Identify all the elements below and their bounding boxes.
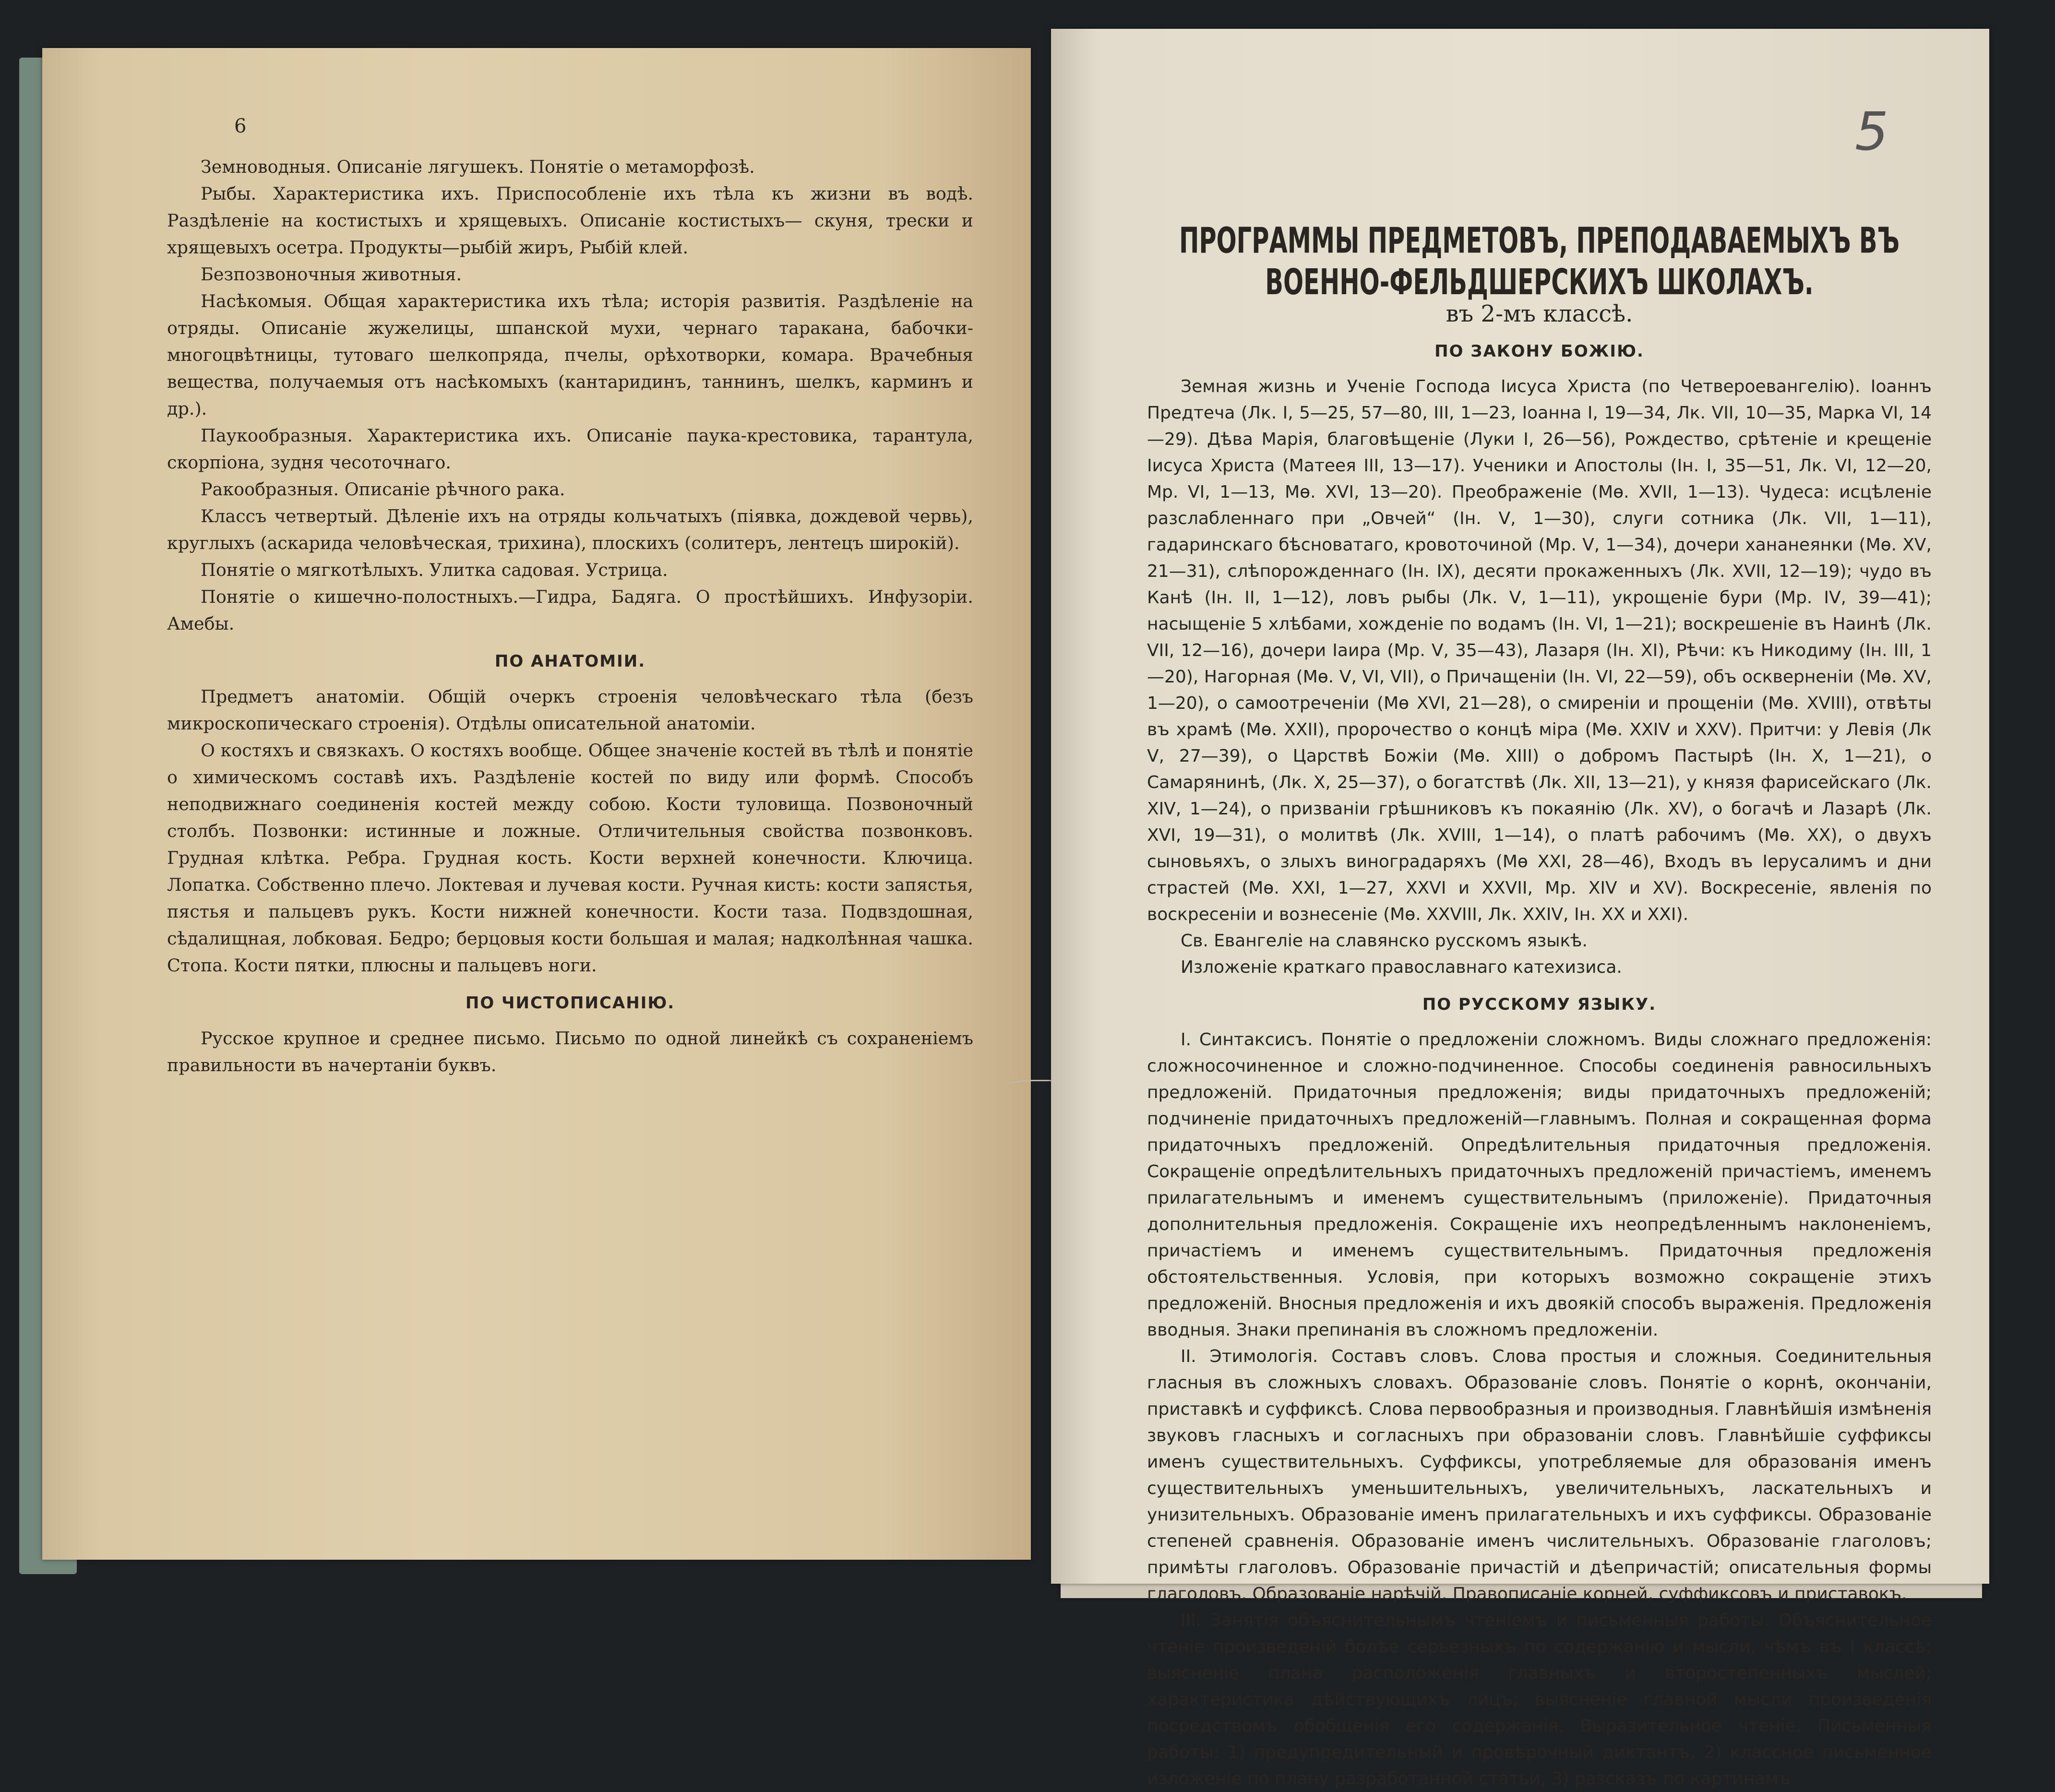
paragraph: Изложеніе краткаго православнаго катехизиса. xyxy=(1181,957,1622,977)
paragraph: Русское крупное и среднее письмо. Письмо по одной линейкѣ съ сохраненіемъ правильности въ начертаніи буквъ. xyxy=(167,1028,973,1075)
document-title: ПРОГРАММЫ ПРЕДМЕТОВЪ, ПРЕПОДАВАЕМЫХЪ ВЪ ВОЕННО-ФЕЛЬДШЕРСКИХЪ ШКОЛАХЪ. xyxy=(1179,219,1900,303)
right-page xyxy=(1051,29,1989,1789)
section-law-of-god xyxy=(1147,373,1932,980)
section-heading-calligraphy: ПО ЧИСТОПИСАНІЮ. xyxy=(465,993,675,1013)
page-number: 6 xyxy=(234,115,247,137)
paragraph: II. Этимологія. Составъ словъ. Слова простыя и сложныя. Соединительныя гласныя въ сложныхъ словахъ. Образованіе словъ. Понятіе о корнѣ, окончаніи, приставкѣ и суффиксѣ. Слова первообразныя и производныя. Главнѣйшія измѣненія звуковъ гласныхъ и согласныхъ при образованіи словъ. Главнѣйшіе суффиксы именъ существительныхъ. Суффиксы, употребляемые для образованія именъ существительныхъ уменьшительныхъ, увеличительныхъ, ласкательныхъ и унизительныхъ. Образованіе именъ прилагательныхъ и ихъ суффиксы. Образованіе степеней сравненія. Образованіе именъ числительныхъ. Образованіе глаголовъ; примѣты глаголовъ. Образованіе причастій и дѣепричастій; описательныя формы глаголовъ. Образованіе нарѣчій. Правописаніе корней, суффиксовъ и приставокъ. xyxy=(1147,1347,1932,1604)
section-russian xyxy=(1147,1027,1932,1792)
paragraph: О костяхъ и связкахъ. О костяхъ вообще. Общее значеніе костей въ тѣлѣ и понятіе о химическомъ составѣ ихъ. Раздѣленіе костей по виду или формѣ. Способъ неподвижнаго соединенія костей между собою. Кости туловища. Позвоночный столбъ. Позвонки: истинные и ложные. Отличительныя свойства позвонковъ. Грудная клѣтка. Ребра. Грудная кость. Кости верхней конечности. Ключица. Лопатка. Собственно плечо. Локтевая и лучевая кости. Ручная кисть: кости запястья, пястья и пальцевъ рукъ. Кости нижней конечности. Кости таза. Подвздошная, сѣдалищная, лобковая. Бедро; берцовыя кости большая и малая; надколѣнная чашка. Стопа. Кости пятки, плюсны и пальцевъ ноги. xyxy=(167,740,973,976)
class-subtitle: въ 2-мъ классѣ. xyxy=(1446,300,1633,327)
paragraph: III. Занятія объяснительнымъ чтеніемъ и письменныя работы. Объяснительное чтеніе произведеній болѣе серьезныхъ по содержанію и мысли, чѣмъ въ І классѣ: выясненіе плана расположенія главныхъ и второстепенныхъ мыслей; характеристика дѣйствующихъ лицъ; выясненіе главной мысли произведенія посредствомъ обобщенія его содержанія. Выразительное чтеніе. Письменныя работы: 1) предупредительный и провѣрочный диктантъ, 2) классное письменное изложеніе по плану разработанной статьи, 3) разсказъ по картинамъ xyxy=(1147,1611,1932,1789)
paragraph: Св. Евангеліе на славянско русскомъ языкѣ. xyxy=(1181,931,1588,951)
paragraph: Понятіе о кишечно-полостныхъ.—Гидра, Бадяга. О простѣйшихъ. Инфузоріи. Амебы. xyxy=(167,586,973,634)
paragraph: Понятіе о мягкотѣлыхъ. Улитка садовая. Устрица. xyxy=(201,560,668,580)
section-zoology xyxy=(167,154,973,637)
left-page xyxy=(42,48,1031,1560)
section-heading-anatomy: ПО АНАТОМІИ. xyxy=(494,652,646,671)
paragraph: Рыбы. Характеристика ихъ. Приспособленіе ихъ тѣла къ жизни въ водѣ. Раздѣленіе на костистыхъ и хрящевыхъ. Описаніе костистыхъ— скуня, трески и хрящевыхъ осетра. Продукты—рыбій жиръ, Рыбій клей. xyxy=(167,183,973,258)
paragraph: Безпозвоночныя животныя. xyxy=(201,264,462,285)
section-calligraphy xyxy=(167,1025,973,1079)
handwritten-page-number: 5 xyxy=(1855,101,1888,162)
paragraph: Ракообразныя. Описаніе рѣчного рака. xyxy=(201,479,565,500)
paragraph: Предметъ анатоміи. Общій очеркъ строенія человѣческаго тѣла (безъ микроскопическаго строенія). Отдѣлы описательной анатоміи. xyxy=(167,686,973,734)
paragraph: Насѣкомыя. Общая характеристика ихъ тѣла; исторія развитія. Раздѣленіе на отряды. Описаніе жужелицы, шпанской мухи, чернаго таракана, бабочки-многоцвѣтницы, тутоваго шелкопряда, пчелы, орѣхотворки, комара. Врачебныя вещества, получаемыя отъ насѣкомыхъ (кантаридинъ, таннинъ, шелкъ, карминъ и др.). xyxy=(167,291,973,419)
section-heading-law-of-god: ПО ЗАКОНУ БОЖІЮ. xyxy=(1434,342,1644,361)
paragraph: Земноводныя. Описаніе лягушекъ. Понятіе о метаморфозѣ. xyxy=(201,156,755,177)
section-heading-russian: ПО РУССКОМУ ЯЗЫКУ. xyxy=(1422,995,1657,1014)
paragraph: І. Синтаксисъ. Понятіе о предложеніи сложномъ. Виды сложнаго предложенія: сложносочиненное и сложно-подчиненное. Способы соединенія равносильныхъ предложеній. Придаточныя предложенія; виды придаточныхъ предложеній; подчиненіе придаточныхъ предложеній—главнымъ. Полная и сокращенная форма придаточныхъ предложеній. Опредѣлительныя придаточныя предложенія. Сокращеніе опредѣлительныхъ придаточныхъ предложеній причастіемъ, именемъ прилагательнымъ и именемъ существительнымъ (приложеніе). Придаточныя дополнительныя предложенія. Сокращеніе ихъ неопредѣленнымъ наклоненіемъ, причастіемъ и именемъ существительнымъ. Придаточныя предложенія обстоятельственныя. Условія, при которыхъ возможно сокращеніе этихъ предложеній. Вносныя предложенія и ихъ двоякій способъ выраженія. Предложенія вводныя. Знаки препинанія въ сложномъ предложеніи. xyxy=(1147,1030,1932,1340)
paragraph: Паукообразныя. Характеристика ихъ. Описаніе паука-крестовика, тарантула, скорпіона, зудня чесоточнаго. xyxy=(167,425,973,473)
paragraph: Классъ четвертый. Дѣленіе ихъ на отряды кольчатыхъ (піявка, дождевой червь), круглыхъ (аскарида человѣческая, трихина), плоскихъ (солитеръ, лентецъ широкій). xyxy=(167,506,973,553)
paragraph: Земная жизнь и Ученіе Господа Іисуса Христа (по Четвероевангелію). Іоаннъ Предтеча (Лк. І, 5—25, 57—80, III, 1—23, Іоанна І, 19—34, Лк. VII, 10—35, Марка VI, 14—29). Дѣва Марія, благовѣщеніе (Луки І, 26—56), Рождество, срѣтеніе и крещеніе Іисуса Христа (Матеея III, 13—17). Ученики и Апостолы (Ін. І, 35—51, Лк. VI, 12—20, Мр. VI, 1—13, Мѳ. XVI, 13—20). Преображеніе (Мѳ. XVII, 1—13). Чудеса: исцѣленіе разслабленнаго при „Овчей“ (Ін. V, 1—30), слуги сотника (Лк. VII, 1—11), гадаринскаго бѣсноватаго, кровоточиной (Мр. V, 1—34), дочери хананеянки (Мѳ. XV, 21—31), слѣпорожденнаго (Ін. IX), десяти прокаженныхъ (Лк. XVII, 12—19); чудо въ Канѣ (Ін. II, 1—12), ловъ рыбы (Лк. V, 1—11), укрощеніе бури (Мр. IV, 39—41); насыщеніе 5 хлѣбами, хожденіе по водамъ (Ін. VI, 1—21); воскрешеніе въ Наинѣ (Лк. VII, 12—16), дочери Іаира (Мр. V, 35—43), Лазаря (Ін. XI), Рѣчи: къ Никодиму (Ін. III, 1—20), Нагорная (Мѳ. V, VI, VII), о Причащеніи (Ін. VI, 22—59), объ оскверненіи (Мѳ. XV, 1—20), о самоотреченіи (Мѳ XVI, 21—28), о смиреніи и прощеніи (Мѳ. XVIII), отвѣты въ храмѣ (Мѳ. XXII), пророчество о концѣ міра (Мѳ. XXIV и XXV). Притчи: у Левія (Лк V, 27—39), о Царствѣ Божіи (Мѳ. XIII) о добромъ Пастырѣ (Ін. X, 1—21), о Самарянинѣ, (Лк. X, 25—37), о богатствѣ (Лк. XII, 13—21), у князя фарисейскаго (Лк. XIV, 1—24), о призваніи грѣшниковъ къ покаянію (Лк. XV), о богачѣ и Лазарѣ (Лк. XVI, 19—31), о молитвѣ (Лк. XVIII, 1—14), о платѣ рабочимъ (Мѳ. XX), о двухъ сыновьяхъ, о злыхъ виноградаряхъ (Мѳ XXI, 28—46), Входъ въ Іерусалимъ и дни страстей (Мѳ. XXI, 1—27, XXVI и XXVII, Мр. XIV и XV). Воскресеніе, явленія по воскресеніи и вознесеніе (Мѳ. XXVIII, Лк. XXIV, Ін. XX и XXI). xyxy=(1147,377,1932,924)
section-anatomy xyxy=(167,683,973,979)
